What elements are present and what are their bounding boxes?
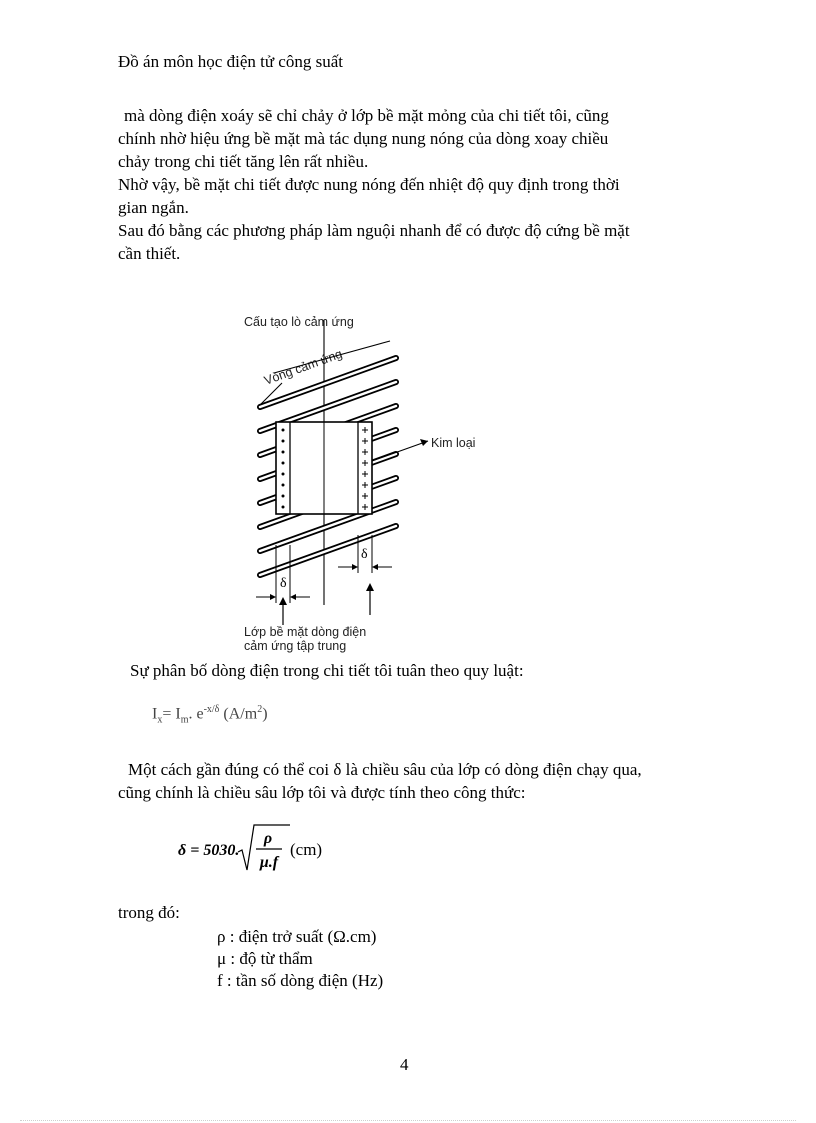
- metal-arrowhead: [420, 439, 428, 446]
- definition-rho: ρ : điện trở suất (Ω.cm): [217, 927, 377, 946]
- diagram-svg: [230, 305, 530, 655]
- formula-numerator: ρ: [263, 830, 273, 847]
- definition-f: f : tần số dòng điện (Hz): [217, 971, 384, 990]
- approximation-paragraph: [118, 758, 758, 804]
- induction-furnace-diagram: [230, 305, 530, 655]
- running-header: Đồ án môn học điện tử công suất: [118, 52, 343, 71]
- diagram-caption-line1: Lớp bề mặt dòng điện: [244, 625, 367, 639]
- intro-paragraph: [118, 104, 718, 265]
- formula-unit: (cm): [290, 840, 323, 859]
- intro-line: cần thiết.: [118, 244, 181, 263]
- intro-line: chảy trong chi tiết tăng lên rất nhiều.: [118, 152, 369, 171]
- coil-label: Vòng cảm ứng: [262, 346, 345, 388]
- page-number: 4: [400, 1055, 409, 1074]
- diagram-title: Cấu tạo lò cảm ứng: [244, 315, 354, 329]
- metal-pointer: [372, 441, 428, 461]
- metal-label: Kim loại: [431, 436, 476, 450]
- page-bottom-rule: [20, 1120, 796, 1121]
- approx-line: Một cách gần đúng có thể coi δ là chiều sâu của lớp có dòng điện chạy qua,: [128, 760, 642, 779]
- intro-line: Sau đó bằng các phương pháp làm nguội nhanh để có được độ cứng bề mặt: [118, 221, 630, 240]
- formula-denominator: μ.f: [259, 854, 279, 871]
- intro-line: mà dòng điện xoáy sẽ chỉ chảy ở lớp bề mặt mỏng của chi tiết tôi, cũng: [124, 106, 609, 125]
- approx-line: cũng chính là chiều sâu lớp tôi và được tính theo công thức:: [118, 783, 526, 802]
- delta-symbol-right: δ: [361, 547, 368, 562]
- intro-line: Nhờ vậy, bề mặt chi tiết được nung nóng đến nhiệt độ quy định trong thời: [118, 175, 620, 194]
- distribution-law-text: Sự phân bố dòng điện trong chi tiết tôi tuân theo quy luật:: [130, 661, 524, 680]
- definition-mu: μ : độ từ thẩm: [217, 949, 313, 968]
- intro-line: gian ngắn.: [118, 198, 189, 217]
- penetration-depth-formula: [178, 822, 378, 874]
- diagram-caption-line2: cảm ứng tập trung: [244, 639, 347, 653]
- where-label: trong đó:: [118, 903, 180, 922]
- variable-definitions: [217, 926, 383, 992]
- intro-line: chính nhờ hiệu ứng bề mặt mà tác dụng nung nóng của dòng xoay chiều: [118, 129, 609, 148]
- delta-symbol-left: δ: [280, 576, 287, 591]
- current-distribution-formula: $I_x= I_m$. $e^{-x/\delta}$ $(A/m^2)$: [152, 704, 268, 726]
- formula-lhs: δ = 5030.: [178, 842, 240, 859]
